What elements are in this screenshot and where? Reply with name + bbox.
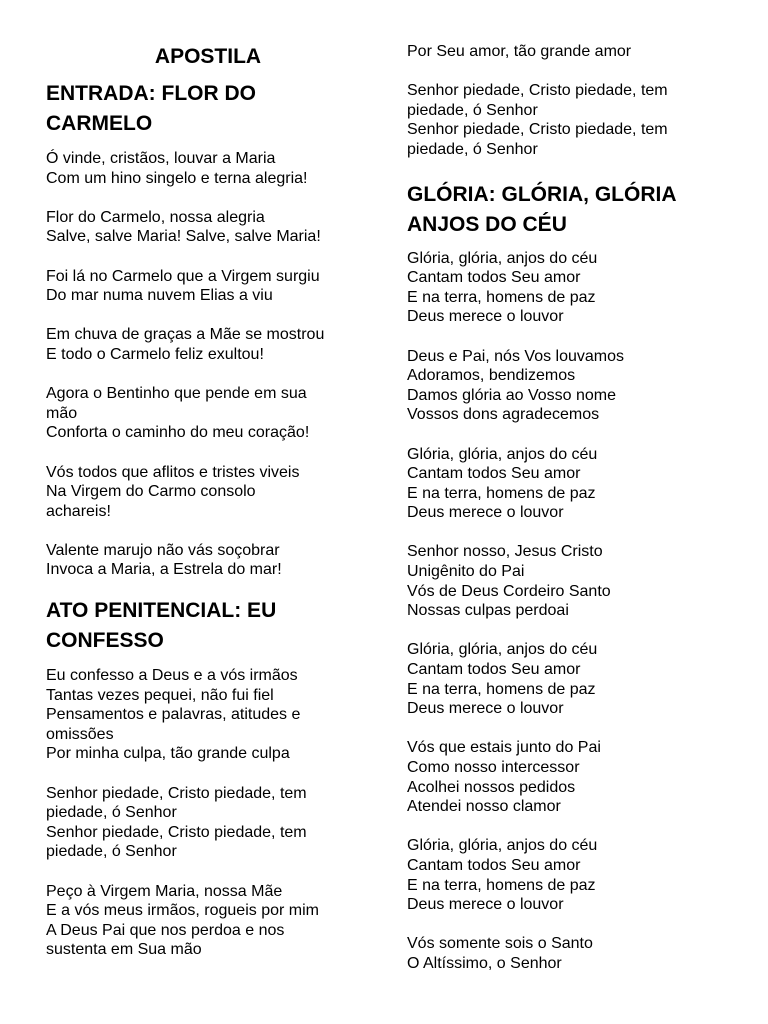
stanza-gap [407,817,729,837]
stanza [46,384,370,443]
verse-line: Unigênito do Pai [407,563,525,581]
verse-line: Senhor piedade, Cristo piedade, tem [407,121,668,139]
stanza-gap [46,247,370,267]
verse-line: achareis! [46,502,111,520]
stanza-gap [407,62,729,82]
stanza-gap [407,523,729,543]
verse-line: Nossas culpas perdoai [407,602,569,620]
verse-line: Senhor piedade, Cristo piedade, tem [46,823,307,841]
verse-line: Cantam todos Seu amor [407,465,581,483]
verse-line: Senhor piedade, Cristo piedade, tem [46,784,307,802]
verse-line: Na Virgem do Carmo consolo [46,483,256,501]
verse-line: Eu confesso a Deus e a vós irmãos [46,667,298,685]
verse-line: Adoramos, bendizemos [407,367,576,385]
section-heading-gloria [407,180,729,240]
section-body [46,149,370,580]
stanza-gap [407,719,729,739]
verse-line: omissões [46,725,114,743]
heading-line: CARMELO [46,112,153,135]
stanza [407,42,729,62]
stanza [46,882,370,960]
verse-line: Ó vinde, cristãos, louvar a Maria [46,150,276,167]
verse-line: E na terra, homens de paz [407,288,596,306]
verse-line: Tantas vezes pequei, não fui fiel [46,686,274,704]
verse-line: piedade, ó Senhor [407,140,538,158]
verse-line: E na terra, homens de paz [407,876,596,894]
verse-line: Agora o Bentinho que pende em sua [46,385,307,403]
stanza [407,738,729,816]
verse-line: Senhor nosso, Jesus Cristo [407,543,603,561]
verse-line: sustenta em Sua mão [46,941,202,959]
heading-line: ANJOS DO CÉU [407,212,567,236]
verse-line: Valente marujo não vás soçobrar [46,541,280,559]
stanza [46,541,370,580]
verse-line: Glória, glória, anjos do céu [407,837,598,855]
stanza [46,325,370,364]
right-column [407,0,729,974]
stanza [407,836,729,914]
stanza-gap [46,764,370,784]
verse-line: Vós de Deus Cordeiro Santo [407,582,611,600]
stanza-gap [46,521,370,541]
stanza [407,249,729,327]
stanza [46,267,370,306]
stanza-gap [407,327,729,347]
stanza [407,445,729,523]
heading-line: CONFESSO [46,629,164,653]
stanza-gap [407,621,729,641]
section-body [407,249,729,974]
heading-line: ATO PENITENCIAL: EU [46,599,277,623]
stanza-gap [46,306,370,326]
verse-line: Senhor piedade, Cristo piedade, tem [407,82,668,100]
verse-line: Vós que estais junto do Pai [407,739,601,757]
stanza-gap [46,188,370,208]
verse-line: E todo o Carmelo feliz exultou! [46,345,264,363]
verse-line: Conforta o caminho do meu coração! [46,424,310,442]
verse-line: Cantam todos Seu amor [407,269,581,287]
section-body [46,666,370,960]
heading-line: GLÓRIA: GLÓRIA, GLÓRIA [407,182,677,206]
verse-line: Damos glória ao Vosso nome [407,386,616,404]
verse-line: Em chuva de graças a Mãe se mostrou [46,326,325,344]
verse-line: Peço à Virgem Maria, nossa Mãe [46,882,283,900]
stanza [46,149,370,188]
verse-line: Invoca a Maria, a Estrela do mar! [46,561,282,579]
verse-line: Vós somente sois o Santo [407,935,593,953]
stanza-gap [46,443,370,463]
verse-line: Vossos dons agradecemos [407,406,600,424]
verse-line: Deus e Pai, nós Vos louvamos [407,347,625,365]
verse-line: Como nosso intercessor [407,759,580,776]
verse-line: Acolhei nossos pedidos [407,778,576,796]
stanza [407,640,729,718]
verse-line: E na terra, homens de paz [407,484,596,502]
verse-line: Cantam todos Seu amor [407,661,581,679]
heading-line: ENTRADA: FLOR DO [46,82,256,105]
section-heading-ato-penitencial [46,596,370,656]
stanza [46,784,370,862]
verse-line: A Deus Pai que nos perdoa e nos [46,921,285,939]
verse-line: Atendei nosso clamor [407,798,561,816]
section-heading-entrada [46,79,370,139]
verse-line: Do mar numa nuvem Elias a viu [46,287,273,305]
stanza [407,934,729,973]
verse-line: mão [46,404,78,422]
stanza [407,542,729,620]
verse-line: Vós todos que aflitos e tristes viveis [46,463,300,481]
verse-line: Deus merece o louvor [407,700,564,718]
stanza [46,208,370,247]
verse-line: Salve, salve Maria! Salve, salve Maria! [46,228,321,246]
verse-line: Foi lá no Carmelo que a Virgem surgiu [46,267,320,285]
stanza-gap [407,425,729,445]
stanza-gap [46,365,370,385]
verse-line: Cantam todos Seu amor [407,856,581,874]
verse-line: piedade, ó Senhor [407,101,538,119]
verse-line: Deus merece o louvor [407,896,564,914]
stanza [46,666,370,764]
verse-line: Glória, glória, anjos do céu [407,249,598,267]
verse-line: Glória, glória, anjos do céu [407,641,598,659]
verse-line: E a vós meus irmãos, rogueis por mim [46,902,319,920]
verse-line: E na terra, homens de paz [407,680,596,698]
section-body [407,0,729,160]
verse-line: Deus merece o louvor [407,308,564,326]
verse-line: Flor do Carmelo, nossa alegria [46,208,265,226]
verse-line: Com um hino singelo e terna alegria! [46,169,308,187]
verse-line: O Altíssimo, o Senhor [407,954,562,972]
left-column [46,0,370,960]
stanza-gap [46,862,370,882]
stanza [46,463,370,522]
stanza-gap [407,915,729,935]
verse-line: Glória, glória, anjos do céu [407,445,598,463]
stanza [407,81,729,159]
document-title: APOSTILA [154,45,262,68]
verse-line: Pensamentos e palavras, atitudes e [46,706,301,724]
stanza [407,347,729,425]
verse-line: Deus merece o louvor [407,504,564,522]
verse-line: piedade, ó Senhor [46,804,177,822]
verse-line: Por minha culpa, tão grande culpa [46,745,290,763]
verse-line: piedade, ó Senhor [46,843,177,861]
verse-line: Por Seu amor, tão grande amor [407,43,632,60]
